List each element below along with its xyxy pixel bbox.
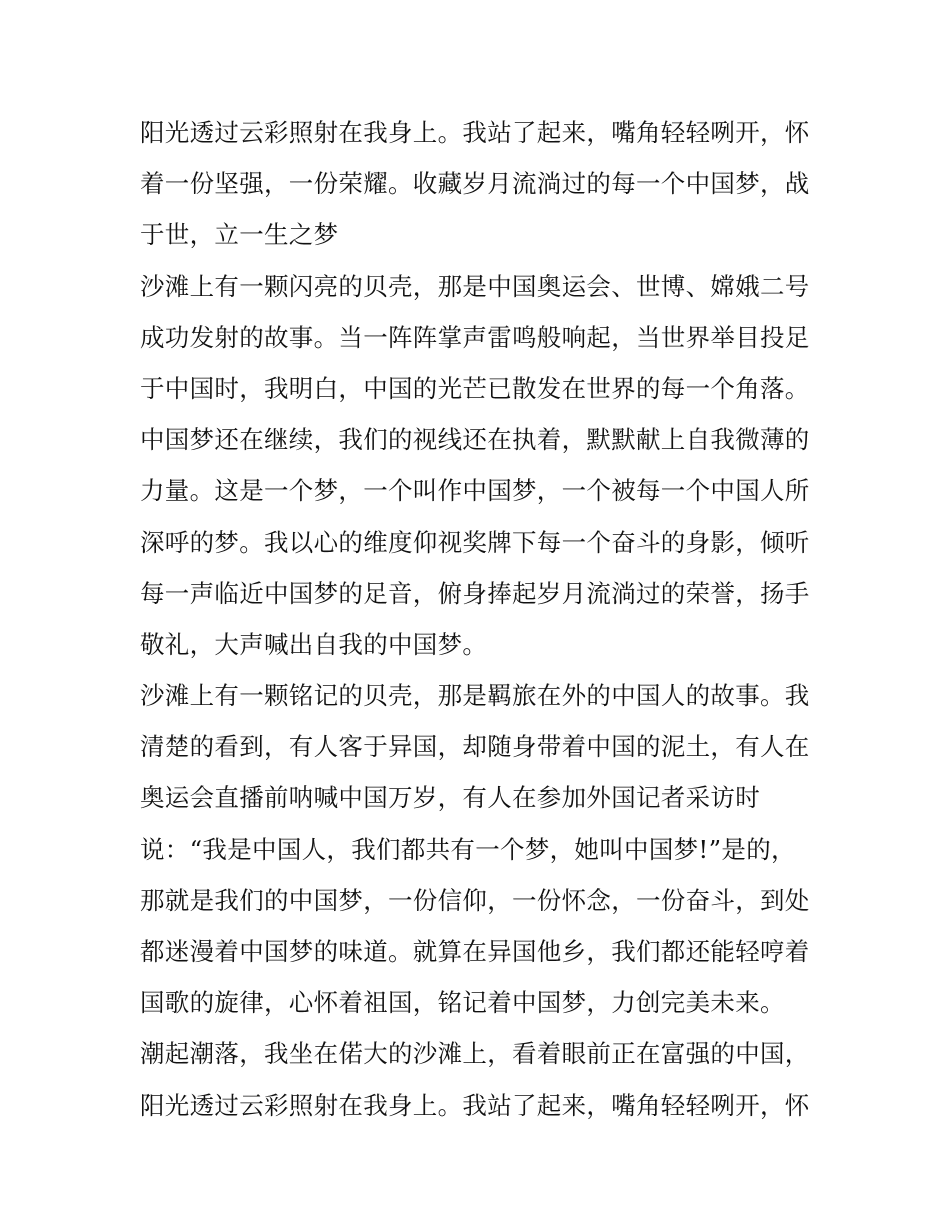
text-line: 每一声临近中国梦的足音，俯身捧起岁月流淌过的荣誉，扬手 (140, 578, 810, 608)
text-line: 说：“我是中国人，我们都共有一个梦，她叫中国梦!”是的， (140, 834, 796, 864)
text-line: 都迷漫着中国梦的味道。就算在异国他乡，我们都还能轻哼着 (140, 937, 810, 966)
text-line: 敬礼，大声喊出自我的中国梦。 (140, 629, 488, 659)
text-line: 力量。这是一个梦，一个叫作中国梦，一个被每一个中国人所 (140, 476, 810, 506)
text-line: 中国梦还在继续，我们的视线还在执着，默默献上自我微薄的 (140, 425, 810, 455)
text-line: 清楚的看到，有人客于异国，却随身带着中国的泥土，有人在 (140, 732, 810, 762)
text-line: 沙滩上有一颗铭记的贝壳，那是羁旅在外的中国人的故事。我 (140, 681, 810, 711)
text-line: 于世，立一生之梦 (140, 220, 339, 250)
text-line: 深呼的梦。我以心的维度仰视奖牌下每一个奋斗的身影，倾听 (140, 527, 810, 557)
text-line: 阳光透过云彩照射在我身上。我站了起来，嘴角轻轻咧开，怀 (140, 118, 810, 147)
text-line: 阳光透过云彩照射在我身上。我站了起来，嘴角轻轻咧开，怀 (140, 1090, 810, 1120)
text-line: 于中国时，我明白，中国的光芒已散发在世界的每一个角落。 (140, 373, 810, 403)
text-line: 着一份坚强，一份荣耀。收藏岁月流淌过的每一个中国梦，战 (140, 169, 810, 199)
text-line: 成功发射的故事。当一阵阵掌声雷鸣般响起，当世界举目投足 (140, 322, 810, 352)
text-line: 沙滩上有一颗闪亮的贝壳，那是中国奥运会、世博、嫦娥二号 (140, 271, 810, 301)
text-line: 奥运会直播前呐喊中国万岁，有人在参加外国记者采访时 (140, 783, 760, 813)
essay-text (140, 107, 820, 1131)
text-line: 那就是我们的中国梦，一份信仰，一份怀念，一份奋斗，到处 (140, 885, 810, 915)
text-line: 潮起潮落，我坐在偌大的沙滩上，看着眼前正在富强的中国， (140, 1039, 810, 1069)
text-line: 国歌的旋律，心怀着祖国，铭记着中国梦，力创完美未来。 (140, 988, 785, 1018)
